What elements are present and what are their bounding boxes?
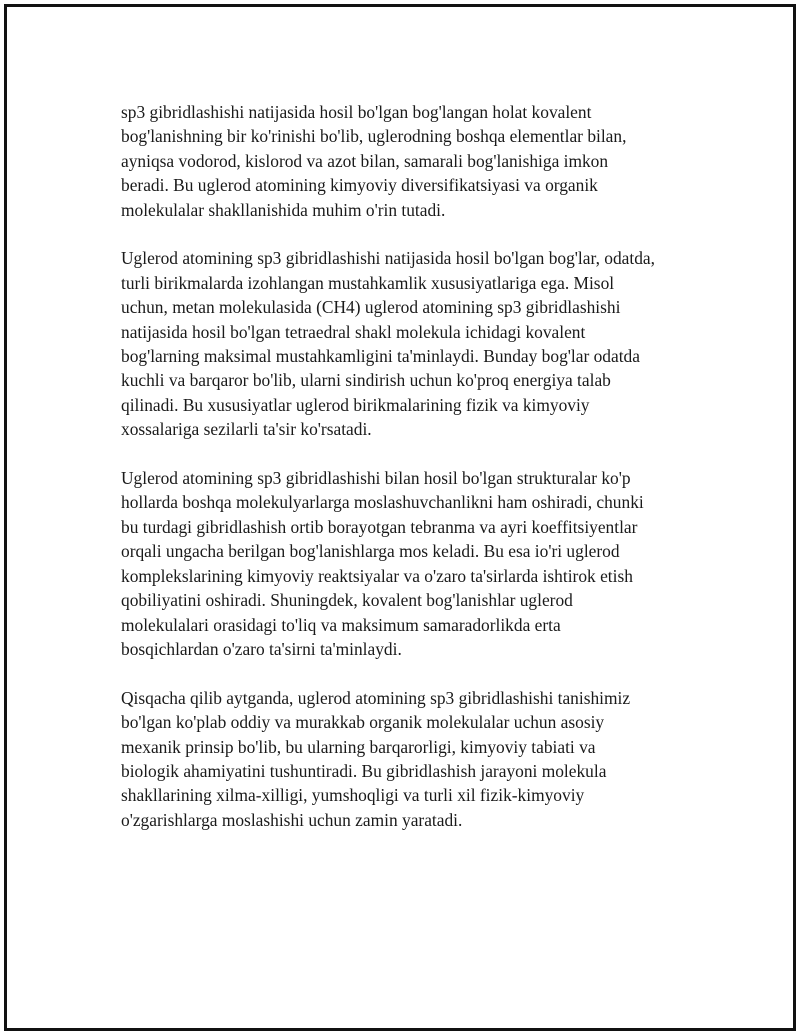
- paragraph-4: [121, 686, 721, 832]
- text-line: Uglerod atomining sp3 gibridlashishi bilan hosil bo'lgan strukturalar ko'p: [121, 468, 631, 489]
- text-line: ayniqsa vodorod, kislorod va azot bilan, samarali bog'lanishiga imkon: [121, 150, 609, 171]
- text-line: bog'larning maksimal mustahkamligini ta'minlaydi. Bunday bog'lar odatda: [121, 346, 640, 367]
- text-line: natijasida hosil bo'lgan tetraedral shakl molekula ichidagi kovalent: [121, 321, 586, 342]
- page-frame: [4, 4, 796, 1031]
- text-line: turli birikmalarda izohlangan mustahkamlik xususiyatlariga ega. Misol: [121, 272, 615, 293]
- text-line: Qisqacha qilib aytganda, uglerod atomining sp3 gibridlashishi tanishimiz: [121, 687, 631, 708]
- text-line: beradi. Bu uglerod atomining kimyoviy diversifikatsiyasi va organik: [121, 175, 598, 196]
- text-line: bog'lanishning bir ko'rinishi bo'lib, uglerodning boshqa elementlar bilan,: [121, 126, 627, 147]
- paragraph-1: [121, 100, 721, 222]
- text-line: bo'lgan ko'plab oddiy va murakkab organik molekulalar uchun asosiy: [121, 712, 605, 733]
- text-line: hollarda boshqa molekulyarlarga moslashuvchanlikni ham oshiradi, chunki: [121, 492, 644, 513]
- text-line: Uglerod atomining sp3 gibridlashishi natijasida hosil bo'lgan bog'lar, odatda,: [121, 248, 655, 269]
- text-line: biologik ahamiyatini tushuntiradi. Bu gibridlashish jarayoni molekula: [121, 760, 607, 781]
- text-line: bu turdagi gibridlashish ortib borayotgan tebranma va ayri koeffitsiyentlar: [121, 516, 638, 537]
- text-line: uchun, metan molekulasida (CH4) uglerod atomining sp3 gibridlashishi: [121, 297, 621, 318]
- text-line: sp3 gibridlashishi natijasida hosil bo'lgan bog'langan holat kovalent: [121, 102, 592, 122]
- text-line: shakllarining xilma-xilligi, yumshoqligi va turli xil fizik-kimyoviy: [121, 785, 585, 806]
- text-line: komplekslarining kimyoviy reaktsiyalar va o'zaro ta'sirlarda ishtirok etish: [121, 565, 633, 586]
- document-body: [121, 100, 721, 857]
- text-line: xossalariga sezilarli ta'sir ko'rsatadi.: [121, 419, 372, 440]
- text-line: bosqichlardan o'zaro ta'sirni ta'minlaydi.: [121, 638, 402, 659]
- text-line: qobiliyatini oshiradi. Shuningdek, kovalent bog'lanishlar uglerod: [121, 590, 573, 611]
- paragraph-2: [121, 246, 721, 441]
- text-line: molekulalar shakllanishida muhim o'rin tutadi.: [121, 199, 446, 220]
- text-line: mexanik prinsip bo'lib, bu ularning barqarorligi, kimyoviy tabiati va: [121, 736, 596, 757]
- text-line: orqali ungacha berilgan bog'lanishlarga mos keladi. Bu esa io'ri uglerod: [121, 541, 620, 562]
- text-line: qilinadi. Bu xususiyatlar uglerod birikmalarining fizik va kimyoviy: [121, 394, 590, 415]
- text-line: o'zgarishlarga moslashishi uchun zamin yaratadi.: [121, 809, 463, 830]
- text-line: kuchli va barqaror bo'lib, ularni sindirish uchun ko'proq energiya talab: [121, 370, 611, 391]
- paragraph-3: [121, 466, 721, 661]
- text-line: molekulalari orasidagi to'liq va maksimum samaradorlikda erta: [121, 614, 561, 635]
